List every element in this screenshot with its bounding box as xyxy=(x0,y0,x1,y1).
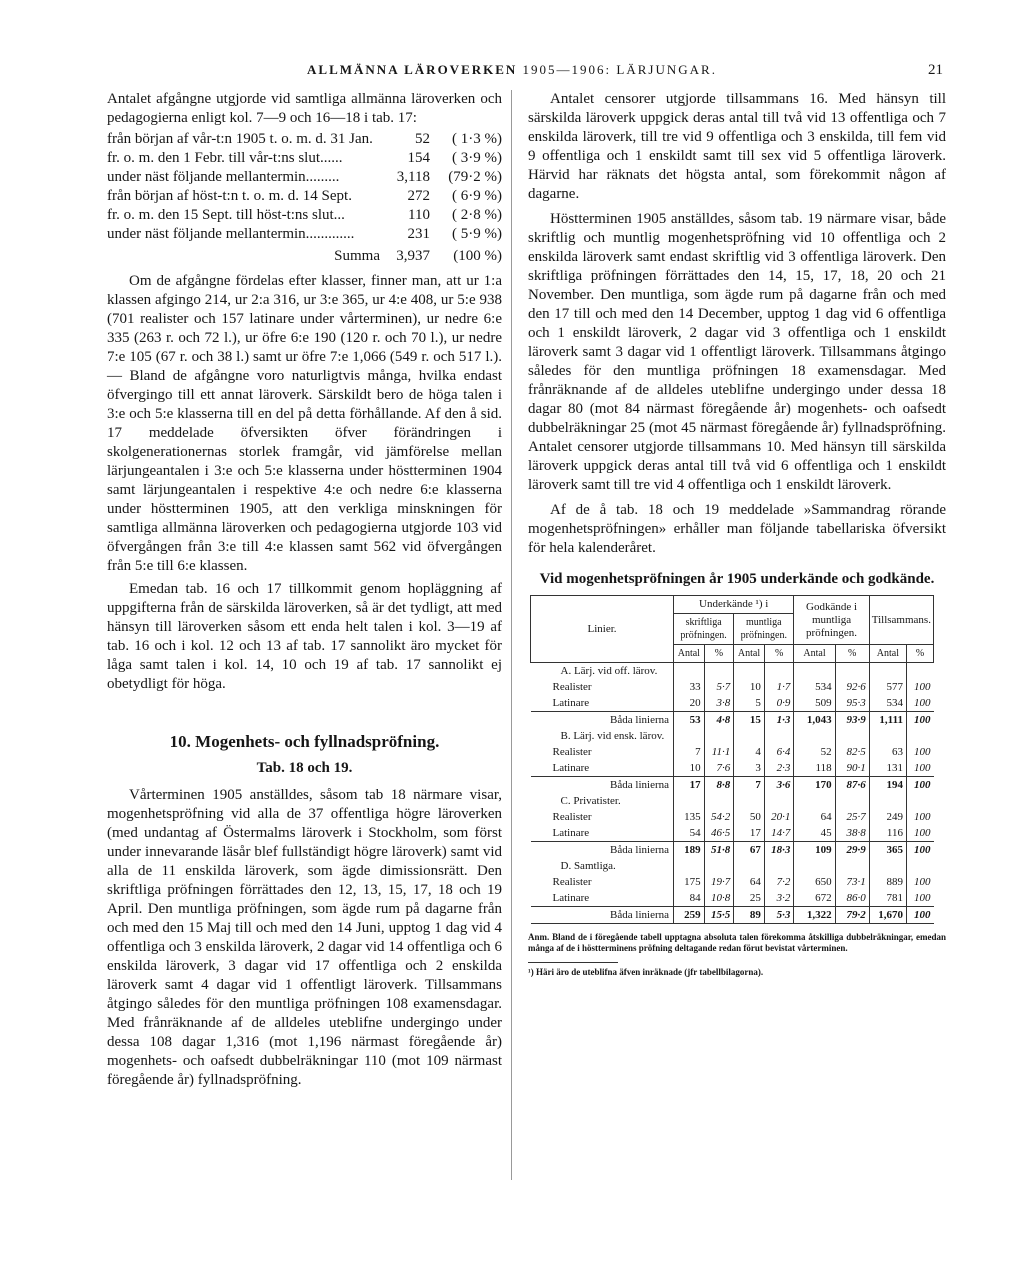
empty-cell xyxy=(794,793,835,809)
count-cell: 131 xyxy=(869,760,906,777)
row-label: Realister xyxy=(552,746,592,758)
empty-cell xyxy=(674,793,705,809)
count-cell: 1,111 xyxy=(869,712,906,729)
departure-value: 3,118 xyxy=(396,169,430,185)
row-label: Båda linierna xyxy=(531,712,674,729)
percent-cell: 14·7 xyxy=(764,825,794,842)
empty-cell xyxy=(764,858,794,874)
empty-cell xyxy=(906,728,933,744)
table-sum-row xyxy=(531,907,934,924)
percent-cell: 90·1 xyxy=(835,760,869,777)
column-divider xyxy=(511,90,512,1180)
departure-value: 272 xyxy=(407,188,430,204)
percent-cell: 4·8 xyxy=(704,712,734,729)
departure-value: 52 xyxy=(415,131,430,147)
count-cell: 672 xyxy=(794,890,835,907)
percent-cell: 54·2 xyxy=(704,809,734,825)
header-linier: Linier. xyxy=(531,596,674,663)
count-cell: 17 xyxy=(734,825,765,842)
count-cell: 64 xyxy=(794,809,835,825)
section-heading: 10. Mogenhets- och fyllnadspröfning. xyxy=(169,732,440,751)
percent-cell: 93·9 xyxy=(835,712,869,729)
table-sum-row xyxy=(531,712,934,729)
table-row xyxy=(531,744,934,760)
percent-cell: 0·9 xyxy=(764,695,794,712)
departure-label: under näst följande mellantermin......... xyxy=(107,169,340,185)
page-header xyxy=(0,62,1024,86)
empty-cell xyxy=(906,793,933,809)
table-note: Anm. Bland de i föregående tabell upptagna absoluta talen förekomma åtskilliga dubbelräkningar, emedan många af de i höstterminens pröfning deltagande redan förut bevistat vårterminen. xyxy=(528,932,946,953)
departure-row xyxy=(107,149,502,168)
row-label: Båda linierna xyxy=(531,777,674,794)
percent-cell: 100 xyxy=(906,760,933,777)
percent-cell: 100 xyxy=(906,695,933,712)
count-cell: 365 xyxy=(869,842,906,859)
count-cell: 534 xyxy=(794,679,835,695)
percent-cell: 3·2 xyxy=(764,890,794,907)
table-row xyxy=(531,890,934,907)
percent-cell: 1·3 xyxy=(764,712,794,729)
count-cell: 194 xyxy=(869,777,906,794)
body-paragraph: Vårterminen 1905 anställdes, såsom tab 18 närmare visar, mogenhetspröfning vid alla de 37 offentliga högre läroverken (med undantag af Östermalms läroverk i Stockholm, som först under innevarande läsår blef fullständigt högre läroverk) samt vid alla de 11 enskilda läroverk, som ägde dimissionsrätt. Den skriftliga pröfningen förrättades den 12, 13, 15, 17, 18 och 19 April. Den muntliga pröfningen, som ägde rum på dagarne från och med den 15 Maj till och med den 14 Juni, upptog 1 dag vid 4 offentliga och 3 enskilda läroverk, 2 dagar vid 14 offentliga och 6 enskilda läroverk, 3 dagar vid 17 offentliga och 2 enskilda läroverk samt 4 dagar vid 1 offentligt läroverk. Tillsammans åtgingo således för den muntliga pröfningen 108 examensdagar. Med frånräknande af de alldeles uteblifne undergingo under dessa 108 dagar 1,316 (mot 1,196 närmast föregående år) mogenhets- och oafsedt dubbelräkningar 110 (mot 109 närmast föregående år) fyllnadspröfning. xyxy=(107,787,502,1088)
group-heading: A. Lärj. vid off. lärov. xyxy=(560,665,658,677)
exam-results-table xyxy=(530,595,934,924)
percent-cell: 18·3 xyxy=(764,842,794,859)
intro-paragraph: Antalet afgångne utgjorde vid samtliga allmänna läroverken och pedagogierna enligt kol. 7—9 och 16—18 i tab. 17: xyxy=(107,91,502,126)
departure-pct: ( 6·9 %) xyxy=(452,188,502,204)
empty-cell xyxy=(906,858,933,874)
percent-cell: 3·8 xyxy=(704,695,734,712)
running-title-section: LÄRJUNGAR. xyxy=(616,62,717,77)
footnote-rule xyxy=(528,962,618,963)
departure-pct: ( 5·9 %) xyxy=(452,226,502,242)
count-cell: 63 xyxy=(869,744,906,760)
count-cell: 170 xyxy=(794,777,835,794)
row-label: Latinare xyxy=(552,892,590,904)
row-label: Realister xyxy=(552,681,592,693)
percent-cell: 82·5 xyxy=(835,744,869,760)
count-cell: 109 xyxy=(794,842,835,859)
header-muntliga: muntliga pröfningen. xyxy=(734,614,794,645)
table-sum-row xyxy=(531,842,934,859)
row-label: Båda linierna xyxy=(531,907,674,924)
row-label: Realister xyxy=(552,811,592,823)
percent-cell: 11·1 xyxy=(704,744,734,760)
empty-cell xyxy=(835,858,869,874)
table-row xyxy=(531,874,934,890)
departure-value: 154 xyxy=(407,150,430,166)
departure-pct: (79·2 %) xyxy=(448,169,502,185)
row-label: Latinare xyxy=(552,827,590,839)
body-paragraph: Om de afgångne fördelas efter klasser, finner man, att ur 1:a klassen afgingo 214, ur 2:a 316, ur 3:e 365, ur 4:e 408, ur 5:e 938 (701 realister och 157 latinare under vårterminen), ur nedre 6:e 335 (263 r. och 72 l.), ur öfre 6:e 190 (120 r. och 70 l.), ur nedre 7:e 105 (67 r. och 38 l.) samt ur öfre 7:e 1,066 (549 r. och 517 l.). — Bland de afgångne voro naturligtvis många, hvilka endast öfvergingo till ett annat läroverk. Särskildt bero de höga talen i 3:e och 5:e klasserna till en del på detta förhållande. Af den å sid. 17 meddelade öfversikten öfver förändringen i skolgenerationernas storlek framgår, vid jämförelse mellan lärjungeantalen i 3:e och 5:e klasserna under höstterminen 1904 samt lärjungeantalen i respektive 4:e och nedre 6:e klasserna under höstterminen 1905, att den verkliga minskningen för samtliga allmänna läroverken och pedagogierna utgjorde 103 vid öfvergången från 3:e till 4:e klassen samt 562 vid öfvergången från 5:e till 6:e klassen. xyxy=(107,273,502,574)
percent-cell: 87·6 xyxy=(835,777,869,794)
table-title: Vid mogenhetspröfningen år 1905 underkände och godkände. xyxy=(539,571,935,587)
header-pct: % xyxy=(704,645,734,663)
empty-cell xyxy=(764,793,794,809)
table-row xyxy=(531,679,934,695)
percent-cell: 15·5 xyxy=(704,907,734,924)
count-cell: 889 xyxy=(869,874,906,890)
departure-row xyxy=(107,225,502,244)
header-antal: Antal xyxy=(869,645,906,663)
percent-cell: 29·9 xyxy=(835,842,869,859)
count-cell: 64 xyxy=(734,874,765,890)
empty-cell xyxy=(734,728,765,744)
percent-cell: 46·5 xyxy=(704,825,734,842)
table-sum-row xyxy=(531,777,934,794)
empty-cell xyxy=(704,728,734,744)
count-cell: 45 xyxy=(794,825,835,842)
body-paragraph: Höstterminen 1905 anställdes, såsom tab. 19 närmare visar, både skriftlig och muntlig mogenhetspröfning vid 10 offentliga och 2 enskilda läroverk samt endast skriftlig vid 3 offentliga läroverk. Den skriftliga pröfningen förrättades den 14, 15, 17, 18, 20 och 21 November. Den muntliga, som ägde rum på dagarne från och med den 17 till och med den 14 December, upptog 1 dag vid 6 offentliga och 1 enskildt läroverk, 2 dagar vid 3 offentliga och 1 enskildt läroverk samt 3 dagar vid 1 offentligt läroverk. Tillsammans åtgingo således för den muntliga pröfningen 18 examensdagar. Med frånräknande af de alldeles uteblifne undergingo under dessa 18 dagar 80 (mot 84 närmast föregående år) mogenhets- och oafsedt dubbelräkningar 25 (mot 45 närmast föregående år) fyllnadspröfning. Antalet censorer utgjorde tillsammans 10. Med hänsyn till särskilda läroverk uppgick deras antal till två vid 6 offentliga och 1 enskildt läroverk samt till tre vid 4 offentliga och 1 enskildt läroverk. xyxy=(528,211,946,493)
empty-cell xyxy=(835,728,869,744)
count-cell: 249 xyxy=(869,809,906,825)
header-antal: Antal xyxy=(734,645,765,663)
percent-cell: 8·8 xyxy=(704,777,734,794)
departure-sum-value: 3,937 xyxy=(396,248,430,264)
header-pct: % xyxy=(764,645,794,663)
percent-cell: 19·7 xyxy=(704,874,734,890)
body-paragraph: Af de å tab. 18 och 19 meddelade »Sammandrag rörande mogenhetspröfningen» erhåller man följande tabellariska öfversikt för hela kalenderåret. xyxy=(528,502,946,556)
count-cell: 50 xyxy=(734,809,765,825)
count-cell: 54 xyxy=(674,825,705,842)
table-row xyxy=(531,695,934,712)
percent-cell: 86·0 xyxy=(835,890,869,907)
count-cell: 25 xyxy=(734,890,765,907)
count-cell: 118 xyxy=(794,760,835,777)
departure-label: från början af vår-t:n 1905 t. o. m. d. 31 Jan. xyxy=(107,131,373,147)
group-heading-row xyxy=(531,663,934,680)
page-number: 21 xyxy=(928,62,943,78)
table-reference: Tab. 18 och 19. xyxy=(256,760,353,776)
running-title xyxy=(0,62,1024,78)
footnote: ¹) Häri äro de uteblifna äfven inräknade (jfr tabellbilagorna). xyxy=(528,967,764,977)
body-paragraph: Antalet censorer utgjorde tillsammans 16. Med hänsyn till särskilda läroverk uppgick deras antal till två vid 13 offentliga och 7 enskilda läroverk, till tre vid 9 offentliga och 3 enskilda, till fem vid 9 offentliga och 1 enskildt samt till sex vid 5 offentliga läroverk. Härvid har räknats det högsta antal, som förekommit någon af dagarne. xyxy=(528,91,946,202)
count-cell: 67 xyxy=(734,842,765,859)
percent-cell: 20·1 xyxy=(764,809,794,825)
empty-cell xyxy=(794,728,835,744)
header-antal: Antal xyxy=(794,645,835,663)
departure-row xyxy=(107,168,502,187)
percent-cell: 100 xyxy=(906,890,933,907)
percent-cell: 100 xyxy=(906,809,933,825)
empty-cell xyxy=(674,858,705,874)
percent-cell: 73·1 xyxy=(835,874,869,890)
row-label: Latinare xyxy=(552,762,590,774)
count-cell: 116 xyxy=(869,825,906,842)
header-godkande: Godkände i muntliga pröfningen. xyxy=(794,596,869,645)
percent-cell: 100 xyxy=(906,842,933,859)
count-cell: 189 xyxy=(674,842,705,859)
count-cell: 10 xyxy=(674,760,705,777)
empty-cell xyxy=(734,663,765,680)
group-heading-row xyxy=(531,858,934,874)
departure-label: under näst följande mellantermin............. xyxy=(107,226,355,242)
running-title-years: 1905—1906: xyxy=(522,62,612,77)
empty-cell xyxy=(794,858,835,874)
percent-cell: 3·6 xyxy=(764,777,794,794)
row-label: Båda linierna xyxy=(531,842,674,859)
departure-label: fr. o. m. den 15 Sept. till höst-t:ns slut... xyxy=(107,207,345,223)
empty-cell xyxy=(704,858,734,874)
right-column xyxy=(528,90,946,978)
percent-cell: 92·6 xyxy=(835,679,869,695)
count-cell: 135 xyxy=(674,809,705,825)
departure-label: fr. o. m. den 1 Febr. till vår-t:ns slut...... xyxy=(107,150,343,166)
departure-value: 231 xyxy=(407,226,430,242)
header-pct: % xyxy=(835,645,869,663)
empty-cell xyxy=(764,728,794,744)
count-cell: 534 xyxy=(869,695,906,712)
departure-value: 110 xyxy=(408,207,430,223)
empty-cell xyxy=(674,663,705,680)
percent-cell: 5·3 xyxy=(764,907,794,924)
header-underkande: Underkände ¹) i xyxy=(674,596,794,614)
empty-cell xyxy=(794,663,835,680)
empty-cell xyxy=(704,663,734,680)
group-heading-row xyxy=(531,793,934,809)
percent-cell: 100 xyxy=(906,907,933,924)
percent-cell: 95·3 xyxy=(835,695,869,712)
count-cell: 509 xyxy=(794,695,835,712)
row-label: Latinare xyxy=(552,697,590,709)
departure-pct: ( 3·9 %) xyxy=(452,150,502,166)
count-cell: 1,670 xyxy=(869,907,906,924)
percent-cell: 38·8 xyxy=(835,825,869,842)
departure-row xyxy=(107,206,502,225)
group-heading: C. Privatister. xyxy=(560,795,621,807)
departure-pct: ( 2·8 %) xyxy=(452,207,502,223)
count-cell: 5 xyxy=(734,695,765,712)
empty-cell xyxy=(704,793,734,809)
departure-label: från början af höst-t:n t. o. m. d. 14 Sept. xyxy=(107,188,352,204)
header-antal: Antal xyxy=(674,645,705,663)
empty-cell xyxy=(734,858,765,874)
departures-table xyxy=(107,130,502,266)
count-cell: 3 xyxy=(734,760,765,777)
percent-cell: 10·8 xyxy=(704,890,734,907)
count-cell: 175 xyxy=(674,874,705,890)
row-label: Realister xyxy=(552,876,592,888)
empty-cell xyxy=(674,728,705,744)
count-cell: 4 xyxy=(734,744,765,760)
percent-cell: 100 xyxy=(906,712,933,729)
count-cell: 17 xyxy=(674,777,705,794)
empty-cell xyxy=(869,858,906,874)
header-tillsammans: Tillsammans. xyxy=(869,596,933,645)
count-cell: 33 xyxy=(674,679,705,695)
group-heading: B. Lärj. vid ensk. lärov. xyxy=(560,730,665,742)
header-skriftliga: skriftliga pröfningen. xyxy=(674,614,734,645)
empty-cell xyxy=(764,663,794,680)
count-cell: 1,322 xyxy=(794,907,835,924)
left-column xyxy=(107,90,502,1090)
count-cell: 650 xyxy=(794,874,835,890)
percent-cell: 7·6 xyxy=(704,760,734,777)
percent-cell: 79·2 xyxy=(835,907,869,924)
count-cell: 781 xyxy=(869,890,906,907)
departure-sum-label: Summa xyxy=(334,248,380,264)
count-cell: 7 xyxy=(674,744,705,760)
header-pct: % xyxy=(906,645,933,663)
percent-cell: 6·4 xyxy=(764,744,794,760)
count-cell: 10 xyxy=(734,679,765,695)
percent-cell: 100 xyxy=(906,874,933,890)
empty-cell xyxy=(835,793,869,809)
percent-cell: 100 xyxy=(906,744,933,760)
empty-cell xyxy=(869,793,906,809)
count-cell: 52 xyxy=(794,744,835,760)
count-cell: 20 xyxy=(674,695,705,712)
group-heading-row xyxy=(531,728,934,744)
percent-cell: 51·8 xyxy=(704,842,734,859)
percent-cell: 25·7 xyxy=(835,809,869,825)
departure-sum-pct: (100 %) xyxy=(453,248,502,264)
departure-row xyxy=(107,130,502,149)
percent-cell: 7·2 xyxy=(764,874,794,890)
empty-cell xyxy=(869,663,906,680)
table-row xyxy=(531,760,934,777)
running-title-main: ALLMÄNNA LÄROVERKEN xyxy=(307,62,518,77)
count-cell: 1,043 xyxy=(794,712,835,729)
empty-cell xyxy=(734,793,765,809)
departure-sum-row xyxy=(107,244,502,266)
count-cell: 7 xyxy=(734,777,765,794)
empty-cell xyxy=(835,663,869,680)
percent-cell: 100 xyxy=(906,679,933,695)
percent-cell: 100 xyxy=(906,825,933,842)
percent-cell: 100 xyxy=(906,777,933,794)
count-cell: 53 xyxy=(674,712,705,729)
body-paragraph: Emedan tab. 16 och 17 tillkommit genom hopläggning af uppgifterna från de särskilda läroverken, så är det tydligt, att med hänsyn till läroverken såsom ett enda helt talen i kol. 3—19 af tab. 16 och i kol. 12 och 13 af tab. 17 sannolikt äro mycket för låga samt talen i kol. 14, 10 och 19 af tab. 17 sannolikt ej obetydligt för höga. xyxy=(107,581,502,692)
percent-cell: 5·7 xyxy=(704,679,734,695)
count-cell: 84 xyxy=(674,890,705,907)
percent-cell: 1·7 xyxy=(764,679,794,695)
count-cell: 15 xyxy=(734,712,765,729)
count-cell: 89 xyxy=(734,907,765,924)
percent-cell: 2·3 xyxy=(764,760,794,777)
departure-pct: ( 1·3 %) xyxy=(452,131,502,147)
count-cell: 259 xyxy=(674,907,705,924)
table-row xyxy=(531,809,934,825)
count-cell: 577 xyxy=(869,679,906,695)
empty-cell xyxy=(906,663,933,680)
empty-cell xyxy=(869,728,906,744)
group-heading: D. Samtliga. xyxy=(560,860,616,872)
departure-row xyxy=(107,187,502,206)
table-row xyxy=(531,825,934,842)
